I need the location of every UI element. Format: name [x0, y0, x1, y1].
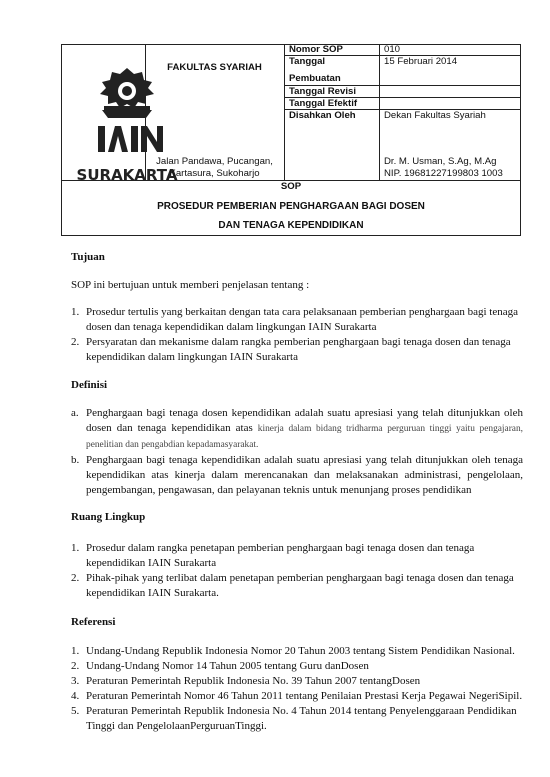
heading-ruang-lingkup: Ruang Lingkup: [71, 511, 146, 523]
list-item: 2. Pihak-pihak yang terlibat dalam penetapan pemberian penghargaan bagi tenaga dosen dan tenaga kependidikan IAIN Surakarta.: [71, 572, 514, 599]
list-item: 4. Peraturan Pemerintah Nomor 46 Tahun 2011 tentang Penilaian Prestasi Kerja Pegawai NegeriSipil.: [71, 690, 523, 702]
label-tanggal-efektif: Tanggal Efektif: [289, 98, 358, 109]
label-disahkan-oleh: Disahkan Oleh: [289, 110, 356, 121]
tujuan-list: [71, 305, 523, 365]
label-tanggal-revisi: Tanggal Revisi: [289, 86, 356, 97]
referensi-list: [71, 644, 523, 734]
signer-nip: NIP. 19681227199803 1003: [384, 168, 503, 179]
address-line-1: Jalan Pandawa, Pucangan,: [156, 156, 273, 167]
sop-title-line-1: PROSEDUR PEMBERIAN PENGHARGAAN BAGI DOSEN: [157, 201, 425, 212]
label-nomor-sop: Nomor SOP: [289, 44, 343, 55]
sop-header-table: [61, 44, 521, 236]
heading-tujuan: Tujuan: [71, 251, 105, 263]
signer-name: Dr. M. Usman, S.Ag, M.Ag: [384, 156, 497, 167]
list-item: 3. Peraturan Pemerintah Republik Indonesia No. 39 Tahun 2007 tentangDosen: [71, 675, 421, 687]
list-item: a. Penghargaan bagi tenaga dosen kependidikan adalah suatu apresiasi yang telah ditunjukkan oleh dosen dan tenaga kependidikan atas kinerja dalam bidang tridharma perguruan tinggi yaitu pengajaran, penelitian dan pengabdian kepadamasyarakat.: [71, 407, 524, 450]
heading-referensi: Referensi: [71, 616, 116, 628]
label-tanggal: Tanggal: [289, 56, 326, 67]
faculty-name: FAKULTAS SYARIAH: [167, 62, 262, 73]
list-item: b. Penghargaan bagi tenaga kependidikan adalah suatu apresiasi yang telah ditunjukkan oleh tenaga kependidikan atas kinerja dalam merencanakan dan melaksanakan administrasi, pengelolaan, pengembangan, pengawasan, dan pelayanan teknis untuk menunjang proses pendidikan: [71, 454, 523, 496]
ruang-lingkup-list: [71, 541, 523, 601]
list-item: 2. Persyaratan dan mekanisme dalam rangka pemberian penghargaan bagi tenaga dosen dan tenaga kependidikan dalam lingkungan IAIN Surakarta: [71, 336, 511, 363]
sop-label: SOP: [280, 181, 302, 192]
label-pembuatan: Pembuatan: [289, 73, 341, 84]
value-nomor-sop: 010: [384, 44, 401, 55]
document-body: [71, 250, 523, 734]
list-item: 1. Prosedur tertulis yang berkaitan dengan tata cara pelaksanaan pemberian penghargaan bagi tenaga dosen dan tenaga kependidikan dalam lingkungan IAIN Surakarta: [71, 306, 518, 333]
heading-definisi: Definisi: [71, 379, 108, 391]
list-item: 5. Peraturan Pemerintah Republik Indonesia No. 4 Tahun 2014 tentang Penyelenggaraan Pendidikan Tinggi dan PengelolaanPerguruanTinggi.: [71, 705, 517, 732]
sop-title-line-2: DAN TENAGA KEPENDIDIKAN: [218, 220, 364, 231]
value-disahkan-oleh: Dekan Fakultas Syariah: [384, 110, 486, 121]
value-tanggal-pembuatan: 15 Februari 2014: [384, 56, 458, 67]
address-line-2: Kartasura, Sukoharjo: [169, 168, 260, 179]
list-item: 1. Prosedur dalam rangka penetapan pemberian penghargaan bagi tenaga dosen dan tenaga kependidikan IAIN Surakarta: [71, 542, 475, 569]
list-item: 1. Undang-Undang Republik Indonesia Nomor 20 Tahun 2003 tentang Sistem Pendidikan Nasional.: [71, 645, 515, 657]
list-item: 2. Undang-Undang Nomor 14 Tahun 2005 tentang Guru danDosen: [71, 660, 369, 672]
definisi-list: [71, 406, 523, 498]
tujuan-intro: SOP ini bertujuan untuk memberi penjelasan tentang :: [71, 279, 310, 291]
logo-city-text: SURAKARTA: [76, 166, 178, 184]
